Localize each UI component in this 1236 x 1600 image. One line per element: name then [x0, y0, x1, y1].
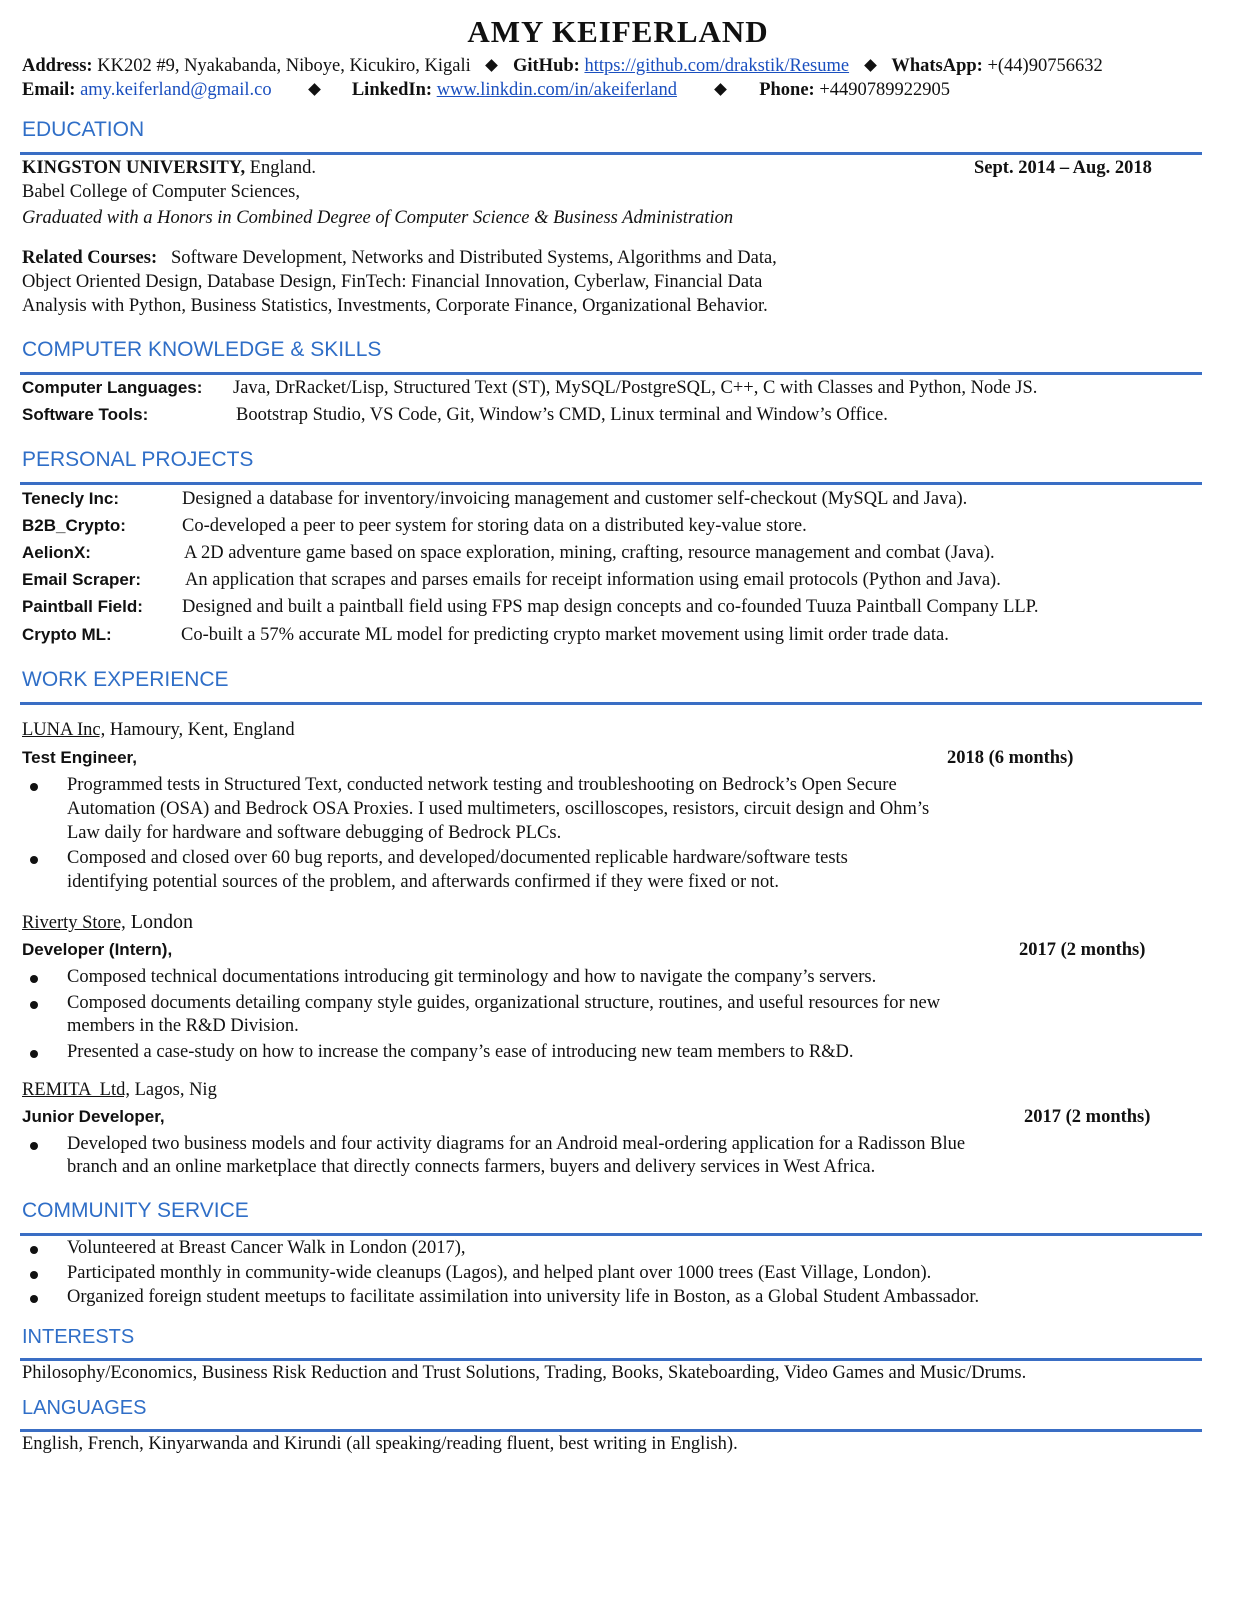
skill-value: Java, DrRacket/Lisp, Structured Text (ST), MySQL/PostgreSQL, C++, C with Classes and Python, Node JS. — [233, 378, 1038, 398]
project-description: Co-built a 57% accurate ML model for predicting crypto market movement using limit order trade data. — [181, 625, 949, 645]
project-label — [22, 489, 119, 510]
section-divider — [20, 482, 1202, 485]
contact-line-1 — [22, 56, 1103, 77]
projects-heading: PERSONAL PROJECTS — [22, 448, 254, 471]
project-label — [22, 597, 143, 618]
job-company-line — [22, 720, 295, 741]
bullet-icon — [30, 783, 38, 791]
diamond-separator-icon — [864, 59, 877, 72]
community-item: Organized foreign student meetups to facilitate assimilation into university life in Boston, as a Global Student Ambassador. — [67, 1287, 980, 1307]
address-value: KK202 #9, Nyakabanda, Niboye, Kicukiro, Kigali — [97, 56, 471, 76]
job-bullet-line: identifying potential sources of the problem, and afterwards confirmed if they were fixed or not. — [67, 872, 780, 892]
contact-line-2 — [22, 80, 950, 101]
education-heading: EDUCATION — [22, 118, 145, 141]
email-label: Email: — [22, 80, 76, 100]
project-label — [22, 543, 91, 564]
linkedin-label: LinkedIn: — [351, 80, 433, 100]
project-label — [22, 625, 112, 646]
bullet-icon — [30, 1246, 38, 1254]
project-description: Designed and built a paintball field using FPS map design concepts and co-founded Tuuza Paintball Company LLP. — [182, 597, 1039, 617]
skill-label: Computer Languages: — [22, 378, 203, 397]
skill-row — [22, 378, 202, 399]
phone-value: +4490789922905 — [819, 80, 951, 100]
school-name: KINGSTON UNIVERSITY, — [22, 158, 246, 178]
skills-heading: COMPUTER KNOWLEDGE & SKILLS — [22, 338, 382, 361]
college-name: Babel College of Computer Sciences, — [22, 182, 300, 202]
job-dates: 2018 (6 months) — [947, 748, 1074, 768]
company-name: Riverty Store, — [22, 913, 126, 933]
job-bullet-line: Developed two business models and four activity diagrams for an Android meal-ordering application for a Radisson Blue — [67, 1134, 966, 1154]
diamond-separator-icon — [714, 83, 727, 96]
section-divider — [20, 1358, 1202, 1361]
community-heading: COMMUNITY SERVICE — [22, 1199, 249, 1222]
project-description: A 2D adventure game based on space exploration, mining, crafting, resource management and combat (Java). — [184, 543, 995, 563]
whatsapp-label: WhatsApp: — [891, 56, 983, 76]
job-title — [22, 1107, 165, 1128]
project-label — [22, 516, 126, 537]
interests-text: Philosophy/Economics, Business Risk Reduction and Trust Solutions, Trading, Books, Skateboarding, Video Games and Music/Drums. — [22, 1363, 1027, 1383]
job-dates: 2017 (2 months) — [1024, 1107, 1151, 1127]
job-title-text: Test Engineer, — [22, 748, 137, 767]
project-name: Paintball Field: — [22, 597, 143, 616]
job-company-line — [22, 1080, 217, 1101]
courses-text-1: Software Development, Networks and Distributed Systems, Algorithms and Data, — [171, 248, 777, 268]
company-location: Hamoury, Kent, England — [105, 720, 295, 740]
bullet-icon — [30, 1050, 38, 1058]
address-label: Address: — [22, 56, 93, 76]
job-bullet-line: Automation (OSA) and Bedrock OSA Proxies. I used multimeters, oscilloscopes, resistors, circuit design and Ohm’s — [67, 799, 930, 819]
community-item: Volunteered at Breast Cancer Walk in London (2017), — [67, 1238, 466, 1258]
community-item: Participated monthly in community-wide cleanups (Lagos), and helped plant over 1000 trees (East Village, London). — [67, 1263, 932, 1283]
section-divider — [20, 1429, 1202, 1432]
courses-line-1 — [22, 248, 777, 269]
job-bullet-line: Presented a case-study on how to increase the company’s ease of introducing new team members to R&D. — [67, 1042, 854, 1062]
company-location: Lagos, Nig — [129, 1080, 217, 1100]
job-bullet-line: members in the R&D Division. — [67, 1016, 299, 1036]
project-description: An application that scrapes and parses emails for receipt information using email protocols (Python and Java). — [185, 570, 1001, 590]
courses-line-3: Analysis with Python, Business Statistics, Investments, Corporate Finance, Organizational Behavior. — [22, 296, 768, 316]
courses-label: Related Courses: — [22, 248, 158, 268]
bullet-icon — [30, 975, 38, 983]
job-dates: 2017 (2 months) — [1019, 940, 1146, 960]
section-divider — [20, 702, 1202, 705]
courses-line-2: Object Oriented Design, Database Design, FinTech: Financial Innovation, Cyberlaw, Financial Data — [22, 272, 763, 292]
languages-heading: LANGUAGES — [22, 1397, 147, 1419]
job-bullet-line: branch and an online marketplace that directly connects farmers, buyers and delivery services in West Africa. — [67, 1157, 876, 1177]
diamond-separator-icon — [308, 83, 321, 96]
skill-label: Software Tools: — [22, 405, 149, 424]
company-location: London — [125, 911, 194, 933]
project-name: AelionX: — [22, 543, 91, 562]
bullet-icon — [30, 1295, 38, 1303]
school-location: England. — [245, 158, 317, 178]
whatsapp-value: +(44)90756632 — [987, 56, 1103, 76]
project-name: Tenecly Inc: — [22, 489, 119, 508]
project-description: Co-developed a peer to peer system for storing data on a distributed key-value store. — [182, 516, 807, 536]
work-heading: WORK EXPERIENCE — [22, 668, 229, 691]
bullet-icon — [30, 1142, 38, 1150]
job-bullet-line: Composed and closed over 60 bug reports, and developed/documented replicable hardware/software tests — [67, 848, 848, 868]
company-name: LUNA Inc, — [22, 720, 106, 740]
github-label: GitHub: — [512, 56, 580, 76]
project-name: Email Scraper: — [22, 570, 142, 589]
job-bullet-line: Law daily for hardware and software debugging of Bedrock PLCs. — [67, 823, 562, 843]
job-bullet-line: Programmed tests in Structured Text, conducted network testing and troubleshooting on Bedrock’s Open Secure — [67, 775, 897, 795]
degree: Graduated with a Honors in Combined Degree of Computer Science & Business Administration — [22, 208, 734, 228]
email-value[interactable]: amy.keiferland@gmail.co — [80, 80, 272, 100]
job-company-line — [22, 911, 193, 934]
skill-row — [22, 405, 148, 426]
job-title — [22, 940, 172, 961]
project-label — [22, 570, 141, 591]
section-divider — [20, 1233, 1202, 1236]
bullet-icon — [30, 1001, 38, 1009]
job-title-text: Junior Developer, — [22, 1107, 165, 1126]
section-divider — [20, 152, 1202, 155]
skill-value: Bootstrap Studio, VS Code, Git, Window’s CMD, Linux terminal and Window’s Office. — [236, 405, 888, 425]
education-school-line — [22, 158, 316, 179]
company-name: REMITA Ltd, — [22, 1080, 130, 1100]
linkedin-link[interactable]: www.linkdin.com/in/akeiferland — [436, 80, 677, 100]
candidate-name: AMY KEIFERLAND — [467, 14, 769, 49]
job-bullet-line: Composed technical documentations introducing git terminology and how to navigate the company’s servers. — [67, 967, 877, 987]
project-name: Crypto ML: — [22, 625, 112, 644]
bullet-icon — [30, 856, 38, 864]
phone-label: Phone: — [759, 80, 815, 100]
interests-heading: INTERESTS — [22, 1326, 135, 1348]
diamond-separator-icon — [485, 59, 498, 72]
project-name: B2B_Crypto: — [22, 516, 126, 535]
github-link[interactable]: https://github.com/drakstik/Resume — [584, 56, 850, 76]
project-description: Designed a database for inventory/invoicing management and customer self-checkout (MySQL and Java). — [182, 489, 968, 509]
job-bullet-line: Composed documents detailing company style guides, organizational structure, routines, and useful resources for new — [67, 993, 941, 1013]
languages-text: English, French, Kinyarwanda and Kirundi (all speaking/reading fluent, best writing in English). — [22, 1434, 738, 1454]
job-title-text: Developer (Intern), — [22, 940, 173, 959]
job-title — [22, 748, 137, 769]
education-dates: Sept. 2014 – Aug. 2018 — [974, 158, 1152, 178]
section-divider — [20, 372, 1202, 375]
bullet-icon — [30, 1271, 38, 1279]
